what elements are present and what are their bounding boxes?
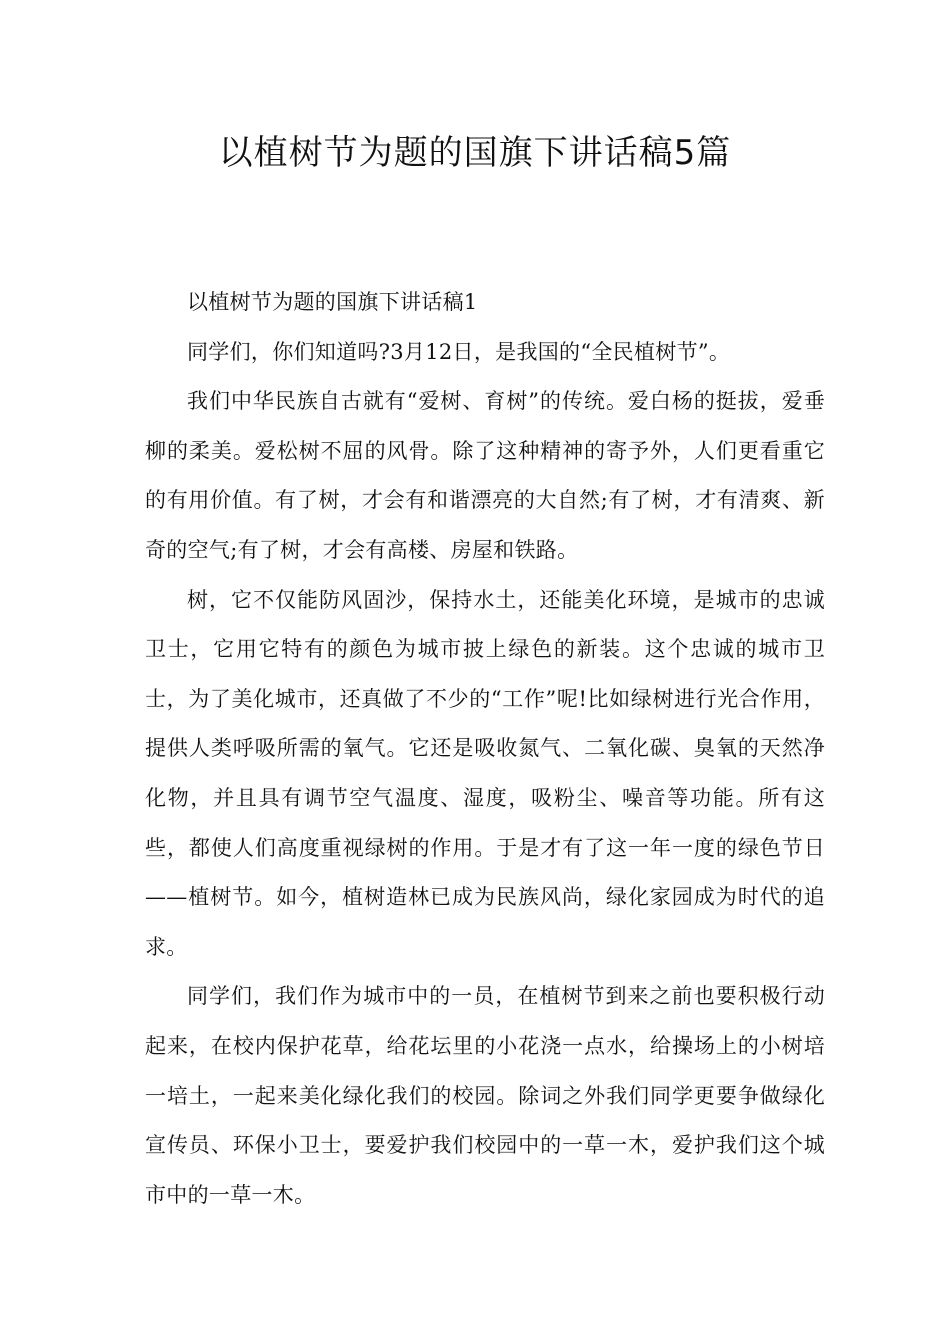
document-body (145, 278, 825, 1220)
paragraph: 同学们，你们知道吗?3月12日，是我国的“全民植树节”。 (187, 339, 731, 364)
page-title: 以植树节为题的国旗下讲话稿5篇 (218, 133, 732, 173)
section-heading: 以植树节为题的国旗下讲话稿1 (187, 290, 478, 314)
paragraph: 我们中华民族自古就有“爱树、育树”的传统。爱白杨的挺拔，爱垂柳的柔美。爱松树不屈的风骨。除了这种精神的寄予外，人们更看重它的有用价值。有了树，才会有和谐漂亮的大自然;有了树，才有清爽、新奇的空气;有了树，才会有高楼、房屋和铁路。 (145, 389, 825, 562)
paragraph: 树，它不仅能防风固沙，保持水土，还能美化环境，是城市的忠诚卫士，它用它特有的颜色为城市披上绿色的新装。这个忠诚的城市卫士，为了美化城市，还真做了不少的“工作”呢!比如绿树进行光合作用，提供人类呼吸所需的氧气。它还是吸收氮气、二氧化碳、臭氧的天然净化物，并且具有调节空气温度、湿度，吸粉尘、噪音等功能。所有这些，都使人们高度重视绿树的作用。于是才有了这一年一度的绿色节日——植树节。如今，植树造林已成为民族风尚，绿化家园成为时代的追求。 (145, 587, 825, 959)
paragraph: 同学们，我们作为城市中的一员，在植树节到来之前也要积极行动起来，在校内保护花草，给花坛里的小花浇一点水，给操场上的小树培一培土，一起来美化绿化我们的校园。除词之外我们同学更要争做绿化宣传员、环保小卫士，要爱护我们校园中的一草一木，爱护我们这个城市中的一草一木。 (145, 984, 825, 1207)
